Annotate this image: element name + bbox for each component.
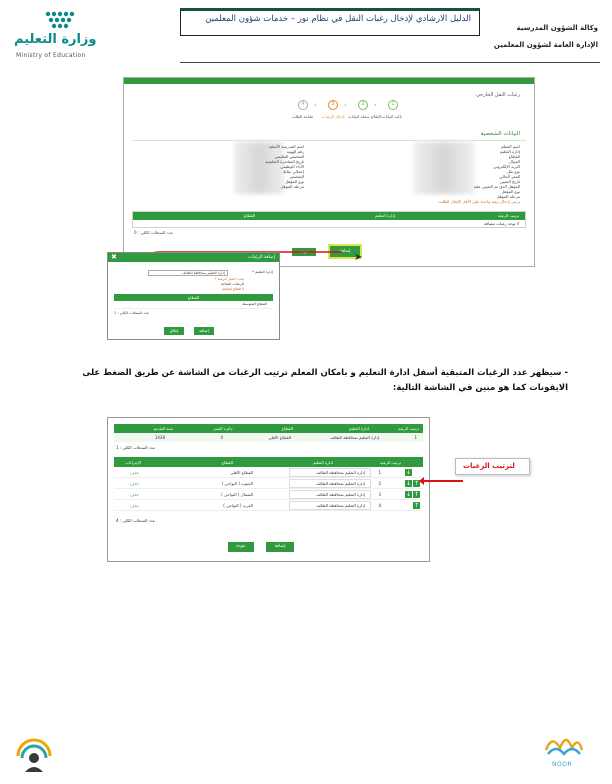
ordering-count: عدد السجلات الكلي : 4 — [116, 518, 156, 523]
dialog-add-button[interactable]: إضافة — [194, 327, 214, 335]
instruction-paragraph: - سيظهر عدد الرغبات المتبقية أسفل ادارة التعليم و بامكان المعلم ترتيب الرغبات من الشاشة عن طريق الضغط على الايقونات كما هو مبين في الشاشة التالية: — [82, 368, 568, 393]
cell-sector: القطاع الأهلي — [230, 470, 253, 475]
step-1[interactable]: 1 — [388, 100, 398, 110]
section-divider — [132, 140, 526, 141]
col-year: سنة التقديم — [153, 426, 173, 431]
ministry-emblem-icon — [40, 8, 80, 32]
cell-award: 0 — [220, 435, 223, 440]
required-note: * يجب اختيار الرغبة — [214, 277, 244, 281]
cell-admin: إدارة التعليم بمحافظة الطائف — [315, 503, 365, 508]
cell-sector: الشمال ( النواحي ) — [221, 492, 253, 497]
chevron-left-icon: ‹ — [314, 101, 317, 109]
chevron-left-icon: ‹ — [374, 101, 377, 109]
personal-labels-left: اسم المدرسة الأصلية رقم الهوية التخصص التعليمي تاريخ المباشرة التعليمية الأداء الوظيفي إجمالي نقاط التخصص نوع المؤهل مرحلة المؤهل — [265, 144, 304, 189]
available-label: الرغبات المتاحة — [220, 282, 244, 286]
screenshot-wish-ordering — [107, 417, 430, 562]
add-button[interactable]: إضافة — [266, 542, 294, 552]
top-green-bar — [124, 78, 534, 84]
col-order: ترتيب الرغبة — [398, 426, 419, 431]
col-sector: القطاع — [281, 426, 293, 431]
table-row — [114, 467, 423, 478]
dialog-close-button[interactable]: إغلاق — [164, 327, 184, 335]
dialog-record-count: عدد السجلات الكلي : 1 — [114, 311, 150, 315]
table-row — [133, 220, 525, 228]
arrow-down-icon[interactable]: ↓ — [405, 491, 412, 498]
summary-header — [114, 424, 423, 433]
callout-arrow-icon — [423, 480, 463, 482]
cell-admin: إدارة التعليم بمحافظة الطائف — [315, 492, 365, 497]
warning-note: يرجى إدخال رغبة واحدة على الأقل لإكمال الطلب — [438, 199, 520, 204]
col-sector: القطاع — [243, 213, 255, 218]
chevron-left-icon: ‹ — [344, 101, 347, 109]
teacher-logo-icon — [14, 734, 54, 774]
step-4-label: طباعة الطلب — [292, 114, 314, 119]
personal-labels-right: اسم المعلم إدارة التعليم القطاع الجوال البريد الإلكتروني نوع نقل العمر الحالي تاريخ التعيين المؤهل الذي تم التعيين عليه نوع المؤهل مرحلة المؤهل — [473, 144, 520, 199]
no-sectors-note: لا قطاع إضافية — [221, 287, 244, 291]
cell-admin: إدارة التعليم بمحافظة الطائف — [329, 435, 379, 440]
ministry-name-ar: وزارة التعليم — [14, 32, 97, 47]
noor-emblem-icon — [542, 728, 584, 760]
arrow-down-icon[interactable]: ↓ — [405, 480, 412, 487]
cell-order: 4 — [378, 503, 381, 508]
ordering-table — [114, 457, 423, 523]
sector-option[interactable]: القطاع المتوسط — [114, 302, 273, 309]
delete-link[interactable]: حذف — [130, 503, 139, 508]
col-admin: ادارة التعليم — [349, 426, 369, 431]
delete-link[interactable]: حذف — [130, 492, 139, 497]
agency-name: وكالة الشؤون المدرسية — [516, 24, 598, 32]
cell-sector: الغرب ( النواحي ) — [223, 503, 253, 508]
col-award: جائزة التميز — [213, 426, 233, 431]
arrow-up-icon[interactable]: ↑ — [413, 502, 420, 509]
cell-order: 3 — [378, 492, 381, 497]
arrow-down-icon[interactable]: ↓ — [405, 469, 412, 476]
callout-label: لترتيب الرغبات — [463, 462, 515, 470]
table-header — [133, 212, 525, 220]
wishes-table — [132, 211, 526, 228]
dialog-titlebar — [108, 253, 279, 262]
cell-order: 1 — [378, 470, 381, 475]
step-1-label: تأكيد البيانات — [382, 114, 402, 119]
noor-logo — [538, 728, 588, 772]
blurred-personal-data — [414, 142, 474, 194]
col-order: ترتيب الرغبة — [498, 213, 519, 218]
col-actions: الإجراءات — [125, 460, 141, 465]
dialog-title: إضافة الرغبات — [248, 255, 275, 260]
noor-label: NOOR — [552, 761, 573, 768]
table-row — [114, 478, 423, 489]
add-wish-dialog — [107, 252, 280, 340]
education-admin-select[interactable]: إدارة التعليم بمحافظة الطائف — [148, 270, 228, 276]
col-sector: القطاع — [221, 460, 233, 465]
empty-row-text: لا توجد رغبات مضافة — [484, 221, 519, 226]
cell-sector: الجنوب ( النواحي ) — [221, 481, 253, 486]
summary-table — [114, 424, 423, 443]
table-row — [114, 489, 423, 500]
cursor-icon: ➤ — [354, 252, 363, 263]
summary-row — [114, 433, 423, 442]
step-3-label: إدخال الرغبات — [322, 114, 345, 119]
arrow-up-icon[interactable]: ↑ — [413, 480, 420, 487]
department-name: الإدارة العامة لشؤون المعلمين — [493, 41, 598, 49]
section-title: البيانات الشخصية — [480, 131, 520, 137]
cell-admin: إدارة التعليم بمحافظة الطائف — [315, 481, 365, 486]
cell-order: 2 — [378, 481, 381, 486]
cell-order: 1 — [414, 435, 417, 440]
agency-block — [494, 24, 598, 58]
col-order: ترتيب الرغبة — [380, 460, 401, 465]
step-3[interactable]: 3 — [328, 100, 338, 110]
record-count: عدد السجلات الكلي : 0 — [134, 230, 174, 235]
ordering-header — [114, 457, 423, 467]
delete-link[interactable]: حذف — [130, 470, 139, 475]
step-2-label: الإطلاع سجلة البيانات — [348, 114, 382, 119]
arrow-up-icon[interactable]: ↑ — [413, 491, 420, 498]
add-wish-button[interactable]: إضافة — [330, 246, 360, 257]
back-button[interactable]: عودة — [292, 248, 316, 256]
step-4[interactable]: 4 — [298, 100, 308, 110]
cell-admin: إدارة التعليم بمحافظة الطائف — [315, 470, 365, 475]
wizard-steps — [274, 100, 404, 130]
back-button[interactable]: عودة — [228, 542, 254, 552]
cell-sector: القطاع الأهلي — [268, 435, 291, 440]
header-divider — [180, 62, 600, 63]
delete-link[interactable]: حذف — [130, 481, 139, 486]
table-row — [114, 500, 423, 511]
select-label: * إدارة التعليم — [252, 270, 273, 274]
page-label: رغبات النقل الخارجي — [475, 92, 520, 98]
summary-count: عدد السجلات الكلي : 1 — [116, 445, 156, 450]
cell-year: 1438 — [154, 435, 165, 440]
document-title-box — [180, 8, 480, 36]
step-2[interactable]: 2 — [358, 100, 368, 110]
col-admin: إدارة التعليم — [375, 213, 395, 218]
ministry-name-en: Ministry of Education — [16, 52, 86, 59]
col-admin: ادارة التعليم — [313, 460, 333, 465]
document-title: الدليل الارشادي لإدخال رغبات النقل في نظام نور – خدمات شؤون المعلمين — [205, 14, 471, 24]
close-icon[interactable]: ✖ — [111, 253, 117, 261]
ministry-logo — [10, 8, 110, 64]
sector-header: القطاع — [114, 294, 273, 301]
